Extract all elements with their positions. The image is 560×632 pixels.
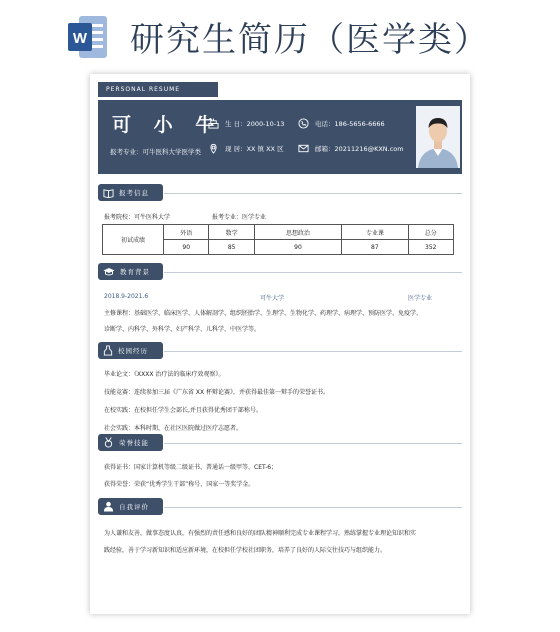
email-info	[298, 143, 404, 154]
section-honor-title: 荣誉技能	[119, 439, 149, 447]
table-header: 专业课	[342, 225, 408, 240]
mail-icon	[298, 143, 309, 154]
personal-resume-label: PERSONAL RESUME	[98, 82, 218, 97]
section-divider	[164, 272, 462, 273]
phone-text: 电话：186-5656-6666	[315, 120, 385, 128]
edu-courses-2: 诊断学、内科学、外科学、妇产科学、儿科学、中医学等。	[104, 326, 261, 333]
edu-school: 可牛大学	[260, 295, 285, 302]
edu-major: 医学专业	[408, 295, 433, 302]
section-divider	[164, 507, 462, 508]
birth-text: 生 日：2000-10-13	[225, 120, 285, 128]
self-line-2: 践经验，善于学习新知识和适应新环境，在校担任学校社团职务，培养了良好的人际交往技巧与组织能力。	[104, 547, 387, 554]
person-icon	[103, 501, 114, 512]
resume-page	[90, 74, 470, 614]
section-baokao	[98, 184, 163, 201]
self-line-1: 为人谦和友善，做事态度认真，有强烈的责任感和良好的团队精神顺利完成专业课程学习，熟练掌握专业理论知识和实	[104, 530, 417, 537]
apply-major-line: 报考专业：医学专业	[212, 214, 267, 221]
section-education	[98, 263, 163, 280]
phone-info	[298, 118, 385, 129]
word-document-icon	[67, 14, 109, 60]
edu-period: 2018.9-2021.6	[104, 293, 149, 300]
honor-line-1: 获得证书：国家计算机等级二级证书、普通话一级甲等、CET-6；	[104, 464, 278, 471]
score-row-label: 初试成绩	[103, 225, 164, 255]
campus-line-4: 社会实践：本科时期，在社区医院做过医疗志愿者。	[104, 425, 243, 432]
campus-line-3: 在校实践：在校担任学生会部长,并且获得优秀团干部称号。	[104, 407, 262, 414]
candidate-name: 可 小 牛	[112, 114, 223, 136]
section-honor	[98, 434, 163, 451]
campus-line-2: 技能竞赛：连续参加三届《广东省 XX 杯辩论赛》，并获得最佳第一辩手的荣誉证书。	[104, 389, 330, 396]
section-self	[98, 498, 163, 515]
birth-info	[208, 118, 284, 129]
apply-major: 报考专业：可牛医科大学医学类	[110, 148, 201, 156]
resume-header	[98, 100, 462, 174]
section-self-title: 自我评价	[119, 503, 149, 511]
table-cell: 90	[164, 240, 209, 255]
table-cell: 85	[209, 240, 254, 255]
section-baokao-title: 报考信息	[119, 189, 149, 197]
table-cell: 87	[342, 240, 408, 255]
cake-icon	[208, 118, 219, 129]
address-info	[208, 143, 284, 154]
book-icon	[103, 188, 114, 198]
medal-icon	[103, 437, 114, 448]
table-header: 思想政治	[254, 225, 341, 240]
campus-line-1: 毕业论文：《XXXX 治疗法的临床疗效观察》。	[104, 371, 225, 378]
email-text: 邮箱：20211216@KXN.com	[315, 145, 404, 153]
apply-school: 报考院校：可牛医科大学	[104, 214, 171, 221]
top-banner	[0, 0, 560, 72]
section-education-title: 教育背景	[120, 268, 150, 276]
section-divider	[164, 443, 462, 444]
banner-title: 研究生简历（医学类）	[130, 20, 490, 60]
table-cell: 90	[254, 240, 341, 255]
table-header: 数学	[209, 225, 254, 240]
table-row	[103, 225, 454, 240]
location-icon	[208, 143, 219, 154]
profile-photo	[416, 106, 460, 168]
honor-line-2: 获得荣誉：荣获“优秀学生干部”称号、国家一等奖学金。	[104, 481, 255, 488]
score-table	[102, 224, 454, 255]
phone-icon	[298, 118, 309, 129]
svg-text:W: W	[72, 30, 88, 47]
section-divider	[164, 193, 462, 194]
edu-courses-1: 主修课程：基础医学、临床医学、人体解剖学、组织胚胎学、生理学、生物化学、药理学、病理学、预防医学、免疫学、	[104, 310, 423, 317]
section-campus-title: 校园经历	[118, 347, 148, 355]
section-campus	[98, 342, 163, 359]
graduation-cap-icon	[103, 267, 115, 277]
bottle-icon	[103, 345, 113, 356]
table-header: 总分	[408, 225, 453, 240]
address-text: 现 居：XX 镇 XX 区	[225, 145, 284, 153]
table-header: 外语	[164, 225, 209, 240]
section-divider	[164, 351, 462, 352]
table-cell: 352	[408, 240, 453, 255]
